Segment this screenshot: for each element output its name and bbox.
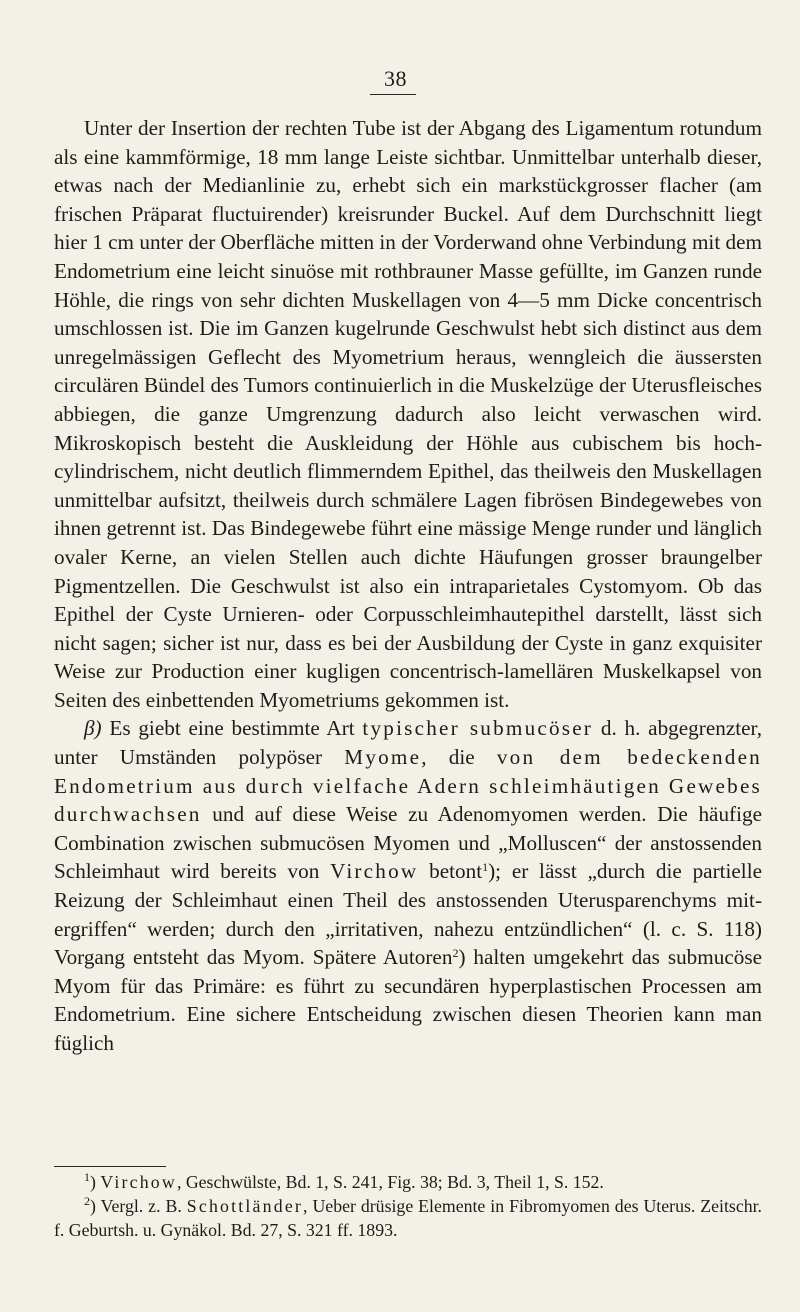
paragraph-1: Unter der Insertion der rechten Tube ist der Abgang des Ligamentum rotundum als eine kammförmige, 18 mm lange Leiste sichtbar. Unmittelbar unterhalb dieser, etwas nach der Medianlinie zu, erhebt sich ein markstückgrosser flacher (am frischen Präparat fluctuirender) kreisrunder Buckel. Auf dem Durchschnitt liegt hier 1 cm unter der Oberfläche mitten in der Vorderwand ohne Verbindung mit dem Endometrium eine leicht sinuöse mit rothbrauner Masse gefüllte, im Ganzen runde Höhle, die rings von sehr dichten Muskellagen von 4—5 mm Dicke concentrisch umschlossen ist. Die im Ganzen kugelrunde Geschwulst hebt sich distinct aus dem unregelmässigen Geflecht des Myometrium heraus, wenngleich die äussersten circulären Bündel des Tumors continuierlich in die Muskelzüge der Uterusfleisches abbiegen, die ganze Umgrenzung dadurch also leicht verwaschen wird. Mikroskopisch besteht die Auskleidung der Höhle aus cubischem bis hochcylindrischem, nicht deutlich flimmerndem Epithel, das theilweis den Muskellagen unmittelbar aufsitzt, theilweis durch schmälere Lagen fibrösen Bindegewebes von ihnen getrennt ist. Das Bindegewebe führt eine mässige Menge runder und länglich ovaler Kerne, an vielen Stellen auch dichte Häufungen grosser braungelber Pigmentzellen. Die Geschwulst ist also ein intraparietales Cystomyom. Ob das Epithel der Cyste Urnieren- oder Corpusschleimhautepithel darstellt, lässt sich nicht sagen; sicher ist nur, dass es bei der Ausbildung der Cyste in ganz exquisiter Weise zur Production einer kugligen concentrisch-lamellären Muskelkapsel von Seiten des einbettenden Myometriums gekommen ist. [54,116,762,712]
main-text [54,114,762,1058]
paragraph-2-text: Es giebt eine bestimmte Art [101,716,363,741]
author-name: Virchow [100,1172,177,1192]
spaced-emphasis: von dem bedeckenden Endometrium aus durch vielfache Adern schleimhäutigen Gewebes durchwachsen [54,745,762,827]
paragraph-2-text: d. h. abgegrenzter, unter Umständen polypöser [54,716,763,770]
page-number: 38 [384,66,407,91]
footnotes [54,1170,762,1242]
footnote-2: $^2$) Vergl. z. B. Schottländer, Ueber drüsige Elemente in Fibromyomen des Uterus. Zeitschr. f. Geburtsh. u. Gynäkol. Bd. 27, S. 321 ff. 1893. [54,1194,763,1240]
footnote-number: 2 [84,1194,90,1208]
paragraph-2-text: , die [421,745,497,770]
footnote-prefix: Vergl. z. B. [100,1196,187,1216]
paragraph-2-text: ); er lässt „durch die partielle Reizung der Schleimhaut einen Theil des anstossenden Uterusparenchyms mitergriffen“ werden; durch den „irritativen, nahezu entzündlichen“ (l. c. S. 118) Vorgang entsteht das Myom. Spätere Autoren [54,859,762,970]
paragraph-2-text: ) halten umgekehrt das submucöse Myom für das Primäre: es führt zu secundären hyperplastischen Processen am Endometrium. Eine sichere Entscheidung zwischen diesen Theorien kann man füglich [54,945,763,1055]
footnote-text: , Ueber drüsige Elemente in Fibromyomen des Uterus. Zeitschr. f. Geburtsh. u. Gynäkol. Bd. 27, S. 321 ff. 1893. [54,1196,763,1240]
footnote-rule [54,1166,166,1167]
paragraph-2 [54,714,762,1057]
footnote-1: $^1$) Virchow, Geschwülste, Bd. 1, S. 241, Fig. 38; Bd. 3, Theil 1, S. 152. [84,1170,604,1192]
footnote-ref-2: 2 [452,946,459,961]
footnote-ref-1: 1 [482,860,489,875]
author-name: Virchow [330,859,419,884]
footnote-text: , Geschwülste, Bd. 1, S. 241, Fig. 38; Bd. 3, Theil 1, S. 152. [176,1172,604,1192]
footnote-number: 1 [84,1170,90,1184]
paragraph-2-marker: β) [84,716,102,741]
author-name: Schottländer [186,1196,304,1216]
page-number-rule [370,94,416,95]
paragraph-2-text: und auf diese Weise zu Adenomyomen werden. Die häufige Combination zwischen submucösen Myomen und „Molluscen“ der anstossenden Schleimhaut wird bereits von [54,802,762,884]
paragraph-2-text: betont [418,859,483,884]
spaced-emphasis: Myome [344,745,422,770]
spaced-emphasis: typischer submucöser [362,716,594,741]
